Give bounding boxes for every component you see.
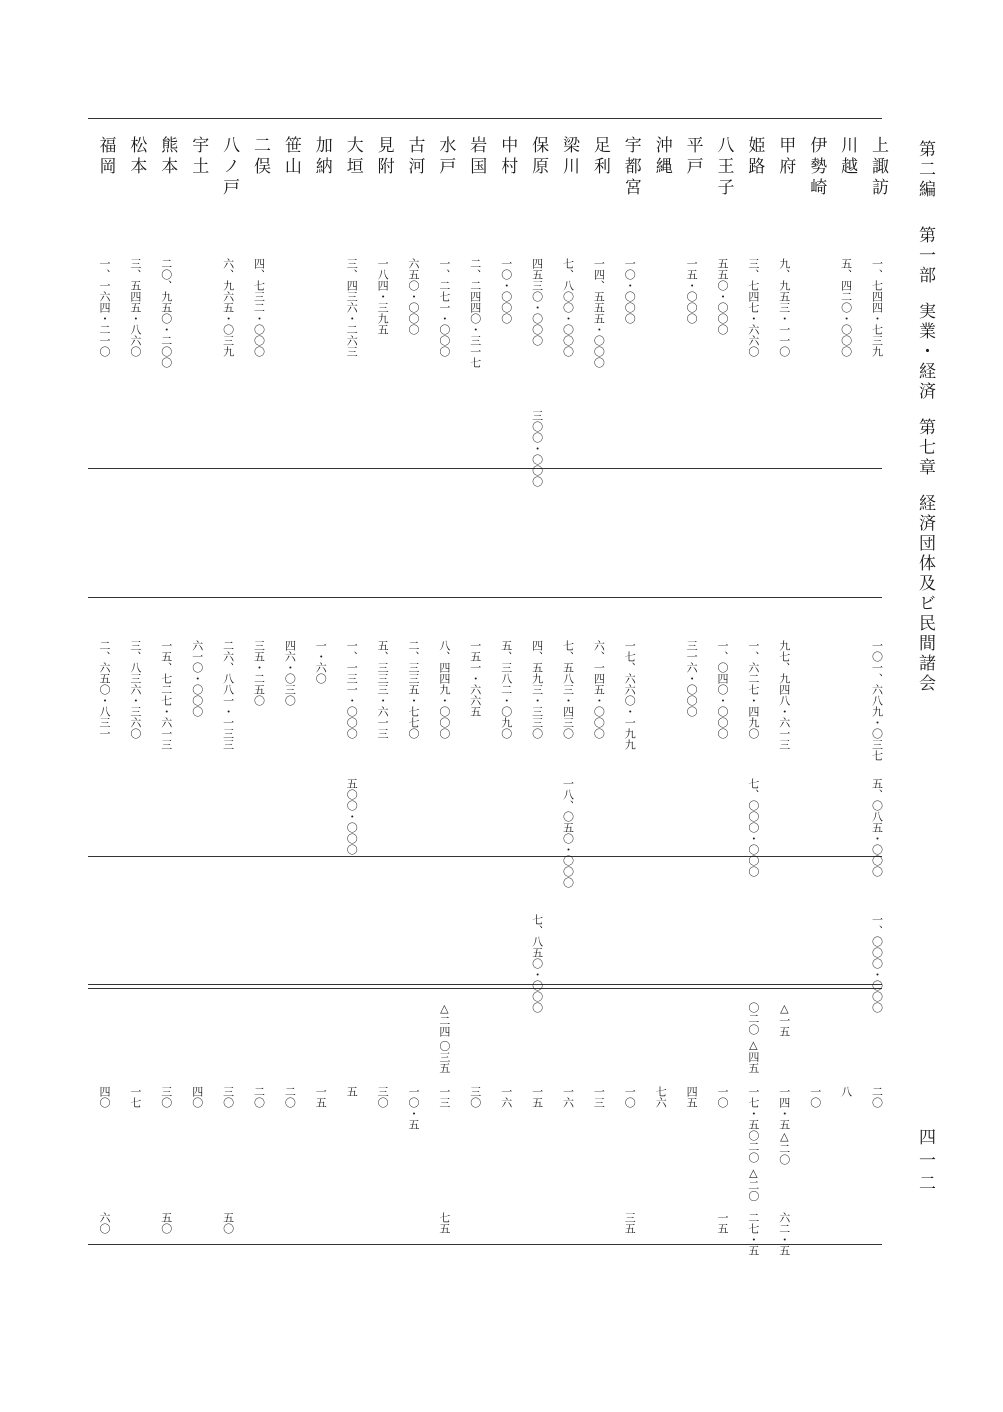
cell-c7: 三〇 — [221, 1086, 235, 1108]
cell-c7: 一四・五 — [777, 1086, 791, 1130]
cell-c3: 五、三八二・〇九〇 — [499, 640, 513, 739]
header-part: 第二編 — [915, 140, 935, 200]
cell-c1: 七、八〇〇・〇〇〇 — [561, 258, 575, 357]
cell-c9: 六〇 — [98, 1212, 111, 1234]
page-number: 四一二 — [915, 1128, 935, 1197]
cell-c5: 七、八五〇・〇〇〇 — [530, 914, 544, 1013]
rule-2 — [88, 597, 882, 598]
cell-c7: 一七・五 — [746, 1086, 760, 1130]
cell-c9: 三五 — [623, 1212, 637, 1234]
cell-c3: 一七、六六〇・一九九 — [623, 640, 637, 750]
cell-c7: 八 — [839, 1086, 853, 1097]
cell-c1: 一五・〇〇〇 — [685, 258, 699, 324]
cell-c9: 二七・五 — [746, 1212, 760, 1256]
row-name: 姫路 — [744, 136, 765, 178]
cell-c1: 六五〇・〇〇〇 — [407, 258, 420, 335]
cell-c1: 四、七三二・〇〇〇 — [252, 258, 266, 357]
row-name: 沖縄 — [651, 136, 672, 178]
cell-c7: 一五 — [530, 1086, 544, 1108]
cell-c6: 〇二〇 △四五 — [746, 1002, 760, 1074]
row-name: 宇土 — [188, 136, 209, 178]
cell-c7: 三〇 — [159, 1086, 173, 1108]
cell-c3: 六一〇・〇〇〇 — [190, 640, 204, 717]
cell-c1: 四五三〇・〇〇〇 — [530, 258, 544, 346]
cell-c7: 一〇・五 — [407, 1086, 420, 1130]
cell-c3: 三、八三六・三六〇 — [128, 640, 142, 739]
row-name: 平戸 — [682, 136, 703, 178]
cell-c7: 一〇 — [623, 1086, 637, 1108]
cell-c3: 一、〇四〇・〇〇〇 — [716, 640, 729, 739]
row-name: 二俣 — [250, 136, 270, 178]
row-name: 水戸 — [435, 136, 456, 178]
cell-c7: 一五 — [314, 1086, 328, 1108]
cell-c1: 六、九六五・〇三九 — [221, 258, 235, 357]
cell-c1: 三、七四七・六六〇 — [746, 258, 760, 357]
header-part: 第一部 — [915, 226, 935, 286]
cell-c7: 三〇 — [468, 1086, 482, 1108]
row-name: 梁川 — [559, 136, 579, 178]
cell-c9: 六二・五 — [777, 1212, 791, 1256]
cell-c7: 二〇 — [283, 1086, 297, 1108]
cell-c7: 一〇 — [808, 1086, 822, 1108]
cell-c3: 六、一四五・〇〇〇 — [592, 640, 606, 739]
cell-c3: 三一六・〇〇〇 — [685, 640, 699, 717]
cell-c7: 一三 — [437, 1086, 451, 1108]
row-name: 保原 — [528, 136, 549, 178]
cell-c7: 四〇 — [190, 1086, 204, 1108]
rule-5 — [88, 1244, 882, 1245]
row-name: 伊勢崎 — [806, 136, 827, 199]
cell-c7: 五 — [345, 1086, 359, 1097]
row-name: 笹山 — [280, 136, 301, 178]
cell-c1: 五五〇・〇〇〇 — [716, 258, 729, 335]
rule-4a — [88, 984, 882, 985]
cell-c8: 〇二〇 △二〇 — [746, 1130, 760, 1202]
cell-c1: 一八四・三九五 — [376, 258, 390, 335]
cell-c7: 七六 — [654, 1086, 668, 1108]
rule-1 — [88, 468, 882, 469]
cell-c4: 五、〇八五・〇〇〇 — [870, 778, 884, 877]
cell-c6: △二四 〇三五 — [437, 1002, 451, 1074]
cell-c3: 二六、八八一・一三三 — [221, 640, 235, 750]
cell-c7: 二〇 — [252, 1086, 266, 1108]
header-part: 第七章 — [915, 418, 935, 478]
cell-c9: 七五 — [437, 1212, 451, 1234]
row-name: 見附 — [373, 136, 394, 178]
cell-c7: 三〇 — [376, 1086, 390, 1108]
row-name: 福岡 — [95, 136, 116, 178]
row-name: 甲府 — [775, 136, 796, 178]
running-head — [916, 140, 933, 694]
row-name: 熊本 — [157, 136, 178, 178]
cell-c9: 五〇 — [159, 1212, 173, 1234]
row-name: 宇都宮 — [620, 136, 641, 199]
cell-c3: 一五一・六六五 — [468, 640, 482, 717]
row-name: 大垣 — [342, 136, 363, 178]
cell-c2: 三〇〇・〇〇〇 — [530, 410, 544, 487]
cell-c1: 一〇・〇〇〇 — [499, 258, 513, 324]
cell-c6: △一五 — [777, 1002, 791, 1037]
cell-c1: 一〇・〇〇〇 — [623, 258, 637, 324]
cell-c4: 五〇〇・〇〇〇 — [345, 778, 359, 855]
cell-c3: 四六・〇三〇 — [283, 640, 297, 706]
row-name: 川越 — [837, 136, 858, 178]
cell-c1: 二〇、九五〇・二〇〇 — [159, 258, 173, 368]
cell-c7: 一三 — [592, 1086, 606, 1108]
row-name: 中村 — [497, 136, 518, 178]
row-name: 古河 — [404, 136, 425, 178]
cell-c3: 一、一三一・〇〇〇 — [345, 640, 359, 739]
row-name: 加納 — [311, 136, 332, 178]
cell-c1: 一、二七一・〇〇〇 — [437, 258, 451, 357]
row-name: 岩国 — [466, 136, 487, 178]
cell-c9: 一五 — [716, 1212, 729, 1234]
cell-c1: 二、二四四〇・三一七 — [468, 258, 482, 368]
cell-c8: △二〇 — [777, 1130, 791, 1165]
cell-c3: 一、六二七・四九〇 — [746, 640, 760, 739]
cell-c5: 一、〇〇〇・〇〇〇 — [870, 914, 884, 1013]
cell-c3: 一〇一、六八九・〇三七 — [870, 640, 884, 761]
header-part: 経済団体及ビ民間諸会 — [915, 494, 935, 694]
cell-c7: 四五 — [685, 1086, 699, 1108]
cell-c1: 三、四三六・二六三 — [345, 258, 359, 357]
row-name: 松本 — [126, 136, 147, 178]
row-name: 足利 — [589, 136, 610, 178]
cell-c3: 一五、七二七・六一三 — [159, 640, 173, 750]
cell-c3: 八、四四九・〇〇〇 — [437, 640, 451, 739]
cell-c3: 九七、九四八・六一三 — [777, 640, 791, 750]
cell-c3: 二、三三五・七七〇 — [407, 640, 420, 739]
cell-c3: 二、六五〇・八三一 — [98, 640, 111, 739]
cell-c1: 一四、五五五・〇〇〇 — [592, 258, 606, 368]
cell-c3: 五、三三三・六一三 — [376, 640, 390, 739]
cell-c7: 一七 — [128, 1086, 142, 1108]
row-name: 八ノ戸 — [219, 136, 240, 199]
cell-c1: 五、四二〇・〇〇〇 — [839, 258, 853, 357]
cell-c3: 四、五九三・三三〇 — [530, 640, 544, 739]
cell-c1: 一、七四四・七三九 — [870, 258, 884, 357]
cell-c7: 一六 — [499, 1086, 513, 1108]
rule-top — [88, 118, 882, 119]
cell-c1: 九、九五三・一一〇 — [777, 258, 791, 357]
cell-c4: 一八、〇五〇・〇〇〇 — [561, 778, 575, 888]
row-name: 上諏訪 — [868, 136, 888, 199]
cell-c3: 七、五八三・四三〇 — [561, 640, 575, 739]
rule-4b — [88, 988, 882, 989]
cell-c1: 一、一六四・二一〇 — [98, 258, 111, 357]
cell-c7: 四〇 — [98, 1086, 111, 1108]
cell-c3: 三五・二五〇 — [252, 640, 266, 706]
cell-c4: 七、〇〇〇・〇〇〇 — [746, 778, 760, 877]
header-part: 実業・経済 — [915, 302, 935, 402]
cell-c7: 二〇 — [870, 1086, 884, 1108]
rule-3 — [88, 856, 882, 857]
cell-c3: 一・六〇 — [314, 640, 328, 684]
cell-c7: 一〇 — [716, 1086, 729, 1108]
cell-c7: 一六 — [561, 1086, 575, 1108]
row-name: 八王子 — [713, 136, 734, 199]
cell-c1: 三、五四五・八六〇 — [128, 258, 142, 357]
cell-c9: 五〇 — [221, 1212, 235, 1234]
